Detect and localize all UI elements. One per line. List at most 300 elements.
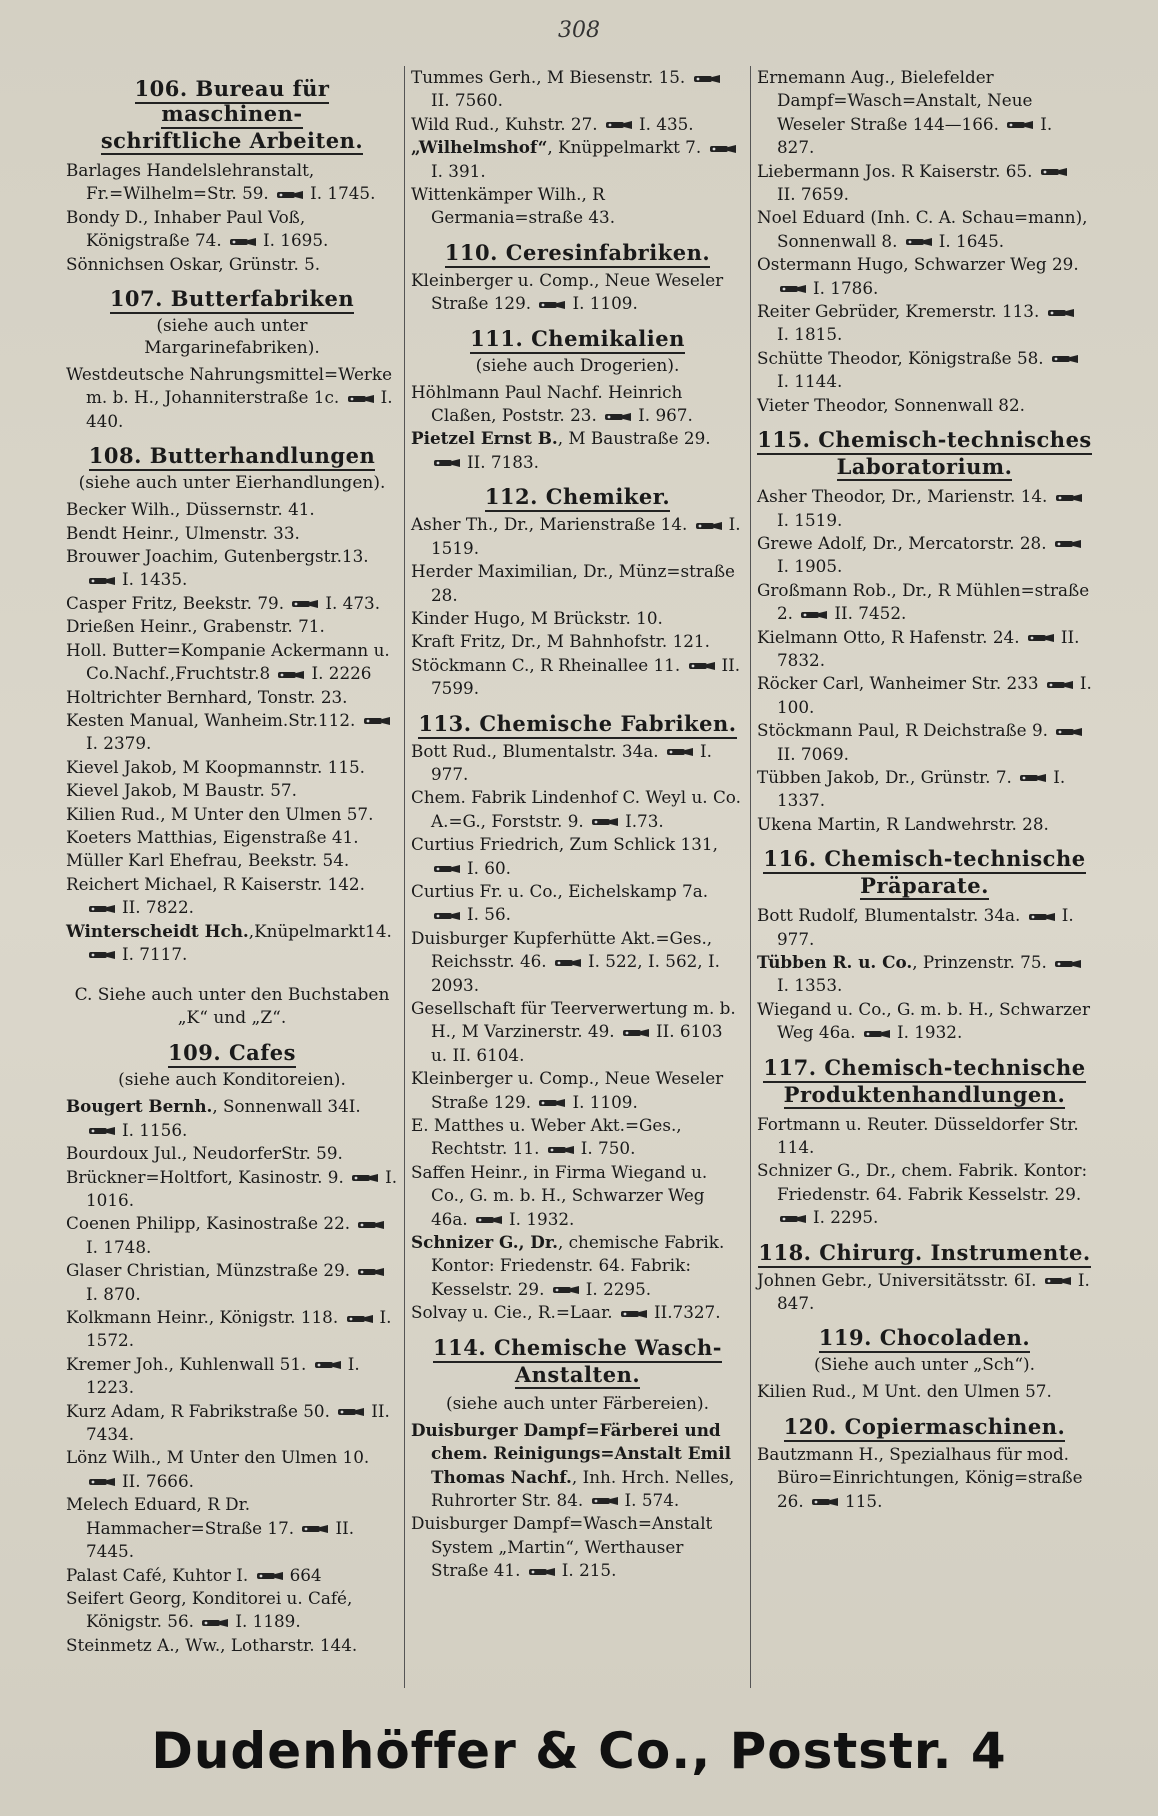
entry-text: Reichert Michael, R Kaiserstr. 142. [66, 873, 365, 894]
section-title-continued: Anstalten. [514, 1361, 641, 1387]
entry-text: Kievel Jakob, M Baustr. 57. [66, 780, 297, 801]
telephone-icon [604, 412, 634, 422]
entry-text: Brouwer Joachim, Gutenbergstr.13. [66, 546, 369, 567]
entry-text: „Wilhelmshof“, Knüppelmarkt 7. [411, 137, 702, 158]
phone-number: II. 7659. [777, 184, 849, 205]
entry-text: Vieter Theodor, Sonnenwall 82. [757, 394, 1025, 415]
directory-entry [411, 997, 744, 1067]
telephone-icon [591, 817, 621, 827]
section-title: 107. Butterfabriken [110, 286, 354, 314]
telephone-icon [88, 904, 118, 914]
phone-number: II. 7822. [122, 897, 194, 918]
telephone-icon [276, 190, 306, 200]
entry-text: Saffen Heinr., in Firma Wiegand u. Co., G. m. b. H., Schwarzer Weg 46a. [411, 1161, 708, 1229]
directory-entry [411, 560, 744, 607]
section-heading [411, 484, 744, 509]
entry-text: Noel Eduard (Inh. C. A. Schau=mann), Sonnenwall 8. [757, 207, 1088, 251]
telephone-icon [863, 1029, 893, 1039]
directory-entry [757, 253, 1092, 300]
directory-entry [757, 1113, 1092, 1160]
phone-number: I. 1156. [122, 1119, 188, 1140]
telephone-icon [357, 1267, 387, 1277]
directory-entry [411, 1067, 744, 1114]
directory-entry [411, 1512, 744, 1582]
entry-text: Grewe Adolf, Dr., Mercatorstr. 28. [757, 532, 1047, 553]
phone-number: II. 7445. [86, 1517, 355, 1562]
telephone-icon [709, 144, 739, 154]
entry-text: Tummes Gerh., M Biesenstr. 15. [411, 67, 686, 87]
entry-text: Duisburger Dampf=Färberei und chem. Reinigungs=Anstalt Emil Thomas Nachf., Inh. Hrch. Nelles, Ruhrorter Str. 84. [411, 1419, 735, 1510]
telephone-icon [201, 1618, 231, 1628]
entry-text: Curtius Fr. u. Co., Eichelskamp 7a. [411, 880, 709, 901]
directory-entry [66, 1493, 398, 1563]
entry-text: Kinder Hugo, M Brückstr. 10. [411, 607, 663, 628]
phone-number: I. 1519. [431, 514, 741, 558]
telephone-icon [1006, 120, 1036, 130]
directory-entry [757, 1269, 1092, 1316]
phone-number: I. 977. [431, 740, 712, 784]
directory-entry [66, 522, 398, 545]
directory-entry [411, 1419, 744, 1513]
entry-text: Steinmetz A., Ww., Lotharstr. 144. [66, 1634, 358, 1655]
phone-number: I. 1786. [813, 277, 879, 298]
telephone-icon [1047, 308, 1077, 318]
entry-text: Wittenkämper Wilh., R Germania=straße 43. [411, 184, 616, 228]
directory-section [66, 76, 398, 276]
phone-number: I. 1748. [86, 1236, 152, 1257]
section-title: 113. Chemische Fabriken. [418, 711, 736, 739]
phone-number: I. 100. [777, 673, 1092, 717]
directory-entry [757, 1159, 1092, 1229]
phone-number: I. 391. [431, 160, 486, 181]
entry-text: Asher Th., Dr., Marienstraße 14. [411, 514, 688, 535]
directory-entry [66, 920, 398, 967]
phone-number: II. 7434. [86, 1400, 390, 1445]
entry-name-bold: Tübben R. u. Co. [757, 952, 913, 972]
entry-name-bold: Duisburger Dampf=Färberei und chem. Reinigungs=Anstalt Emil Thomas Nachf. [411, 1419, 732, 1487]
phone-number: I. 1144. [777, 371, 843, 392]
directory-entry [757, 66, 1092, 160]
directory-section [411, 1335, 744, 1583]
phone-number: I. 2295. [585, 1278, 652, 1299]
entry-name-bold: „Wilhelmshof“ [411, 137, 548, 158]
phone-number: II. 7069. [777, 743, 849, 764]
telephone-icon [538, 300, 568, 310]
entry-text: Schütte Theodor, Königstraße 58. [757, 347, 1044, 368]
entry-text: Drießen Heinr., Grabenstr. 71. [66, 616, 325, 637]
phone-number: I. 1519. [777, 509, 843, 530]
phone-number: II. 7832. [777, 626, 1080, 670]
directory-section [411, 484, 744, 700]
section-note: (Siehe auch unter „Sch“). [813, 1355, 1036, 1376]
entry-text: E. Matthes u. Weber Akt.=Ges., Rechtstr. 11. [411, 1115, 682, 1159]
columns-container [60, 66, 1098, 1688]
phone-number: I. 870. [86, 1283, 141, 1304]
page-number: 308 [558, 18, 600, 43]
section-heading [66, 76, 398, 155]
section-title: 114. Chemische Wasch- [433, 1335, 722, 1363]
entry-text: Kleinberger u. Comp., Neue Weseler Straße 129. [411, 1068, 724, 1112]
directory-entry [66, 756, 398, 779]
entry-text: Schnizer G., Dr., chem. Fabrik. Kontor: Friedenstr. 64. Fabrik Kesselstr. 29. [757, 1160, 1088, 1204]
telephone-icon [433, 458, 463, 468]
phone-number: I. 1745. [310, 183, 376, 204]
telephone-icon [620, 1309, 650, 1319]
entry-text: Barlages Handelslehranstalt, Fr.=Wilhelm=Str. 59. [66, 160, 315, 204]
entry-text: Westdeutsche Nahrungsmittel=Werke m. b. H., Johanniterstraße 1c. [66, 364, 393, 408]
telephone-icon [693, 74, 723, 84]
directory-entry [757, 951, 1092, 998]
entry-text: Asher Theodor, Dr., Marienstr. 14. [757, 486, 1048, 507]
section-heading [757, 1325, 1092, 1350]
cross-reference-notice: C. Siehe auch unter den Buchstaben „K“ und „Z“. [74, 985, 390, 1029]
telephone-icon [363, 716, 393, 726]
phone-number: I. 7117. [122, 943, 188, 964]
directory-entry [411, 1114, 744, 1161]
phone-number: I. 1695. [263, 230, 329, 251]
telephone-icon [1019, 773, 1049, 783]
entry-name-bold: Winterscheidt Hch. [66, 920, 249, 941]
entry-text: Müller Karl Ehefrau, Beekstr. 54. [66, 850, 350, 871]
section-heading [66, 443, 398, 468]
section-note: (siehe auch unter Margarinefabriken). [144, 316, 320, 359]
entry-text: Becker Wilh., Düssernstr. 41. [66, 499, 315, 520]
entry-text: Johnen Gebr., Universitätsstr. 6I. [757, 1269, 1037, 1290]
directory-entry [411, 607, 744, 630]
entry-text: Kurz Adam, R Fabrikstraße 50. [66, 1400, 330, 1421]
directory-section [66, 443, 398, 966]
phone-number: I. 1016. [86, 1166, 398, 1210]
phone-number: I. 1645. [938, 230, 1005, 251]
section-note: (siehe auch Konditoreien). [118, 1070, 346, 1091]
section-heading [411, 711, 744, 736]
telephone-icon [346, 1314, 376, 1324]
directory-entry [66, 363, 398, 433]
entry-text: Glaser Christian, Münzstraße 29. [66, 1260, 351, 1281]
entry-text: Palast Café, Kuhtor I. [66, 1564, 249, 1585]
entry-text: Bott Rud., Blumentalstr. 34a. [411, 740, 659, 761]
telephone-icon [547, 1145, 577, 1155]
directory-entry [66, 1634, 398, 1657]
section-title: 108. Butterhandlungen [89, 443, 375, 471]
section-title: 115. Chemisch-technisches [757, 427, 1092, 455]
telephone-icon [605, 120, 635, 130]
phone-number: II. 7183. [467, 451, 539, 472]
entry-text: Höhlmann Paul Nachf. Heinrich Claßen, Poststr. 23. [411, 381, 683, 426]
phone-number: I. 60. [467, 857, 511, 878]
directory-entry [411, 513, 744, 560]
phone-number: I. 1932. [896, 1022, 963, 1043]
directory-entry [66, 826, 398, 849]
entry-text: Casper Fritz, Beekstr. 79. [66, 592, 285, 613]
telephone-icon [1040, 167, 1070, 177]
directory-entry [411, 183, 744, 230]
telephone-icon [905, 237, 935, 247]
directory-entry [66, 686, 398, 709]
phone-number: II. 7666. [122, 1470, 194, 1491]
phone-number: II. 7560. [431, 90, 503, 111]
section-title: 118. Chirurg. Instrumente. [758, 1240, 1090, 1268]
entry-text: Wild Rud., Kuhstr. 27. [411, 113, 598, 134]
directory-section [411, 326, 744, 475]
directory-entry [66, 206, 398, 253]
entry-text: Liebermann Jos. R Kaiserstr. 65. [757, 160, 1033, 181]
telephone-icon [229, 237, 259, 247]
phone-number: I. 473. [325, 592, 381, 613]
telephone-icon [1027, 633, 1057, 643]
entry-text: Kolkmann Heinr., Königstr. 118. [66, 1307, 339, 1328]
phone-number: II. 7452. [834, 603, 907, 624]
entry-text: Kraft Fritz, Dr., M Bahnhofstr. 121. [411, 631, 710, 652]
entry-text: Holl. Butter=Kompanie Ackermann u. Co.Nachf.,Fruchtstr.8 [66, 639, 390, 684]
directory-entry [411, 1231, 744, 1301]
section-title: 106. Bureau für maschinen- [135, 76, 330, 129]
phone-number: I. 1189. [235, 1611, 301, 1632]
section-title-continued: schriftliche Arbeiten. [100, 128, 364, 153]
entry-text: Ernemann Aug., Bielefelder Dampf=Wasch=Anstalt, Neue Weseler Straße 144—166. [757, 67, 1033, 134]
directory-entry [757, 347, 1092, 394]
directory-entry [411, 1161, 744, 1231]
entry-text: Solvay u. Cie., R.=Laar. [411, 1302, 613, 1323]
section-note: (siehe auch unter Färbereien). [445, 1393, 710, 1414]
directory-entry [66, 1564, 398, 1587]
entry-text: Duisburger Kupferhütte Akt.=Ges., Reichsstr. 46. [411, 927, 713, 972]
directory-entry [66, 709, 398, 756]
directory-section [757, 1240, 1092, 1316]
directory-entry [411, 381, 744, 428]
telephone-icon [800, 610, 830, 620]
section-heading [411, 1335, 744, 1389]
directory-section [411, 66, 744, 230]
section-title: 109. Cafes [168, 1040, 296, 1068]
directory-entry [411, 427, 744, 474]
telephone-icon [779, 1214, 809, 1224]
directory-entry [411, 630, 744, 653]
entry-text: Holtrichter Bernhard, Tonstr. 23. [66, 686, 348, 707]
phone-number: I. 827. [777, 113, 1053, 158]
telephone-icon [1054, 959, 1084, 969]
directory-entry [757, 206, 1092, 253]
entry-text: Schnizer G., Dr., chemische Fabrik. Kontor: Friedenstr. 64. Fabrik: Kesselstr. 29. [411, 1232, 725, 1299]
entry-text: Pietzel Ernst B., M Baustraße 29. [411, 428, 711, 449]
directory-section [66, 984, 398, 1030]
entry-text: Bougert Bernh., Sonnenwall 34I. [66, 1096, 361, 1117]
telephone-icon [811, 1497, 841, 1507]
telephone-icon [337, 1407, 367, 1417]
telephone-icon [433, 864, 463, 874]
telephone-icon [301, 1524, 331, 1534]
phone-number: I. 1109. [572, 1091, 638, 1112]
telephone-icon [538, 1098, 568, 1108]
entry-text: Fortmann u. Reuter. Düsseldorfer Str. 114. [757, 1113, 1079, 1158]
section-heading [757, 1414, 1092, 1439]
directory-entry [757, 579, 1092, 626]
directory-entry [757, 904, 1092, 951]
directory-entry [66, 779, 398, 802]
directory-entry [66, 545, 398, 592]
directory-entry [757, 1380, 1092, 1403]
directory-entry [66, 1400, 398, 1447]
directory-section [411, 240, 744, 316]
phone-number: I. 522, I. 562, I. 2093. [431, 951, 720, 995]
entry-text: Kesten Manual, Wanheim.Str.112. [66, 709, 356, 730]
telephone-icon [779, 284, 809, 294]
telephone-icon [256, 1571, 286, 1581]
entry-text: Großmann Rob., Dr., R Mühlen=straße 2. [757, 579, 1090, 624]
phone-number: I. 750. [580, 1138, 636, 1159]
directory-entry [411, 269, 744, 316]
entry-text: Duisburger Dampf=Wasch=Anstalt System „Martin“, Werthauser Straße 41. [411, 1513, 713, 1581]
footer-advertisement: Dudenhöffer & Co., Poststr. 4 [151, 1722, 1007, 1780]
section-heading [757, 1240, 1092, 1265]
directory-entry [66, 615, 398, 638]
entry-text: Reiter Gebrüder, Kremerstr. 113. [757, 301, 1040, 322]
directory-entry [757, 485, 1092, 532]
directory-entry [66, 253, 398, 276]
phone-number: I. 574. [624, 1489, 680, 1510]
column-2 [405, 66, 751, 1688]
entry-text: Bendt Heinr., Ulmenstr. 33. [66, 522, 300, 543]
phone-number: I. 1905. [777, 556, 843, 577]
directory-entry [411, 833, 744, 880]
directory-entry [757, 1443, 1092, 1513]
directory-section [757, 1325, 1092, 1403]
entry-text: Ostermann Hugo, Schwarzer Weg 29. [757, 254, 1079, 275]
directory-entry [66, 873, 398, 920]
entry-text: Sönnichsen Oskar, Grünstr. 5. [66, 253, 321, 274]
directory-entry [66, 849, 398, 872]
directory-entry [411, 880, 744, 927]
column-3 [751, 66, 1098, 1688]
directory-entry [757, 532, 1092, 579]
telephone-icon [347, 394, 377, 404]
telephone-icon [688, 661, 718, 671]
section-heading [757, 846, 1092, 900]
section-heading [757, 1055, 1092, 1109]
section-heading [757, 427, 1092, 481]
phone-number: I. 2379. [86, 733, 152, 754]
entry-text: Brückner=Holtfort, Kasinostr. 9. [66, 1166, 344, 1187]
directory-entry [757, 813, 1092, 836]
entry-text: Kilien Rud., M Unt. den Ulmen 57. [757, 1381, 1052, 1402]
entry-text: Seifert Georg, Konditorei u. Café, Königstr. 56. [66, 1587, 353, 1632]
directory-entry [66, 803, 398, 826]
section-heading [411, 240, 744, 265]
entry-text: Bondy D., Inhaber Paul Voß, Königstraße 74. [66, 206, 306, 251]
entry-text: Stöckmann Paul, R Deichstraße 9. [757, 720, 1048, 741]
entry-text: Stöckmann C., R Rheinallee 11. [411, 654, 681, 675]
telephone-icon [622, 1028, 652, 1038]
entry-name-bold: Schnizer G., Dr. [411, 1232, 558, 1253]
entry-name-bold: Bougert Bernh. [66, 1096, 213, 1117]
entry-text: Coenen Philipp, Kasinostraße 22. [66, 1213, 351, 1234]
directory-entry [66, 1353, 398, 1400]
directory-entry [66, 1587, 398, 1634]
entry-text: Lönz Wilh., M Unter den Ulmen 10. [66, 1447, 370, 1468]
entry-text: Gesellschaft für Teerverwertung m. b. H., M Varzinerstr. 49. [411, 998, 736, 1042]
directory-entry [411, 927, 744, 997]
section-title: 119. Chocoladen. [819, 1325, 1030, 1353]
phone-number: I.73. [625, 810, 664, 831]
directory-entry [66, 159, 398, 206]
phone-number: I. 1353. [777, 975, 843, 996]
entry-text: Bautzmann H., Spezialhaus für mod. Büro=Einrichtungen, König=straße 26. [757, 1443, 1083, 1511]
directory-section [757, 1414, 1092, 1513]
telephone-icon [1028, 912, 1058, 922]
entry-text: Winterscheidt Hch.,Knüpelmarkt14. [66, 920, 392, 941]
directory-entry [411, 740, 744, 787]
phone-number: II. 6103 u. II. 6104. [431, 1021, 723, 1065]
entry-text: Herder Maximilian, Dr., Münz=straße 28. [411, 561, 735, 605]
directory-section [66, 1040, 398, 1657]
entry-text: Tübben Jakob, Dr., Grünstr. 7. [757, 766, 1012, 787]
section-title: 111. Chemikalien [470, 326, 685, 354]
phone-number: I. 1109. [572, 293, 638, 314]
section-heading [66, 1040, 398, 1065]
directory-entry [66, 1166, 398, 1213]
section-note: (siehe auch Drogerien). [475, 355, 680, 376]
directory-section [757, 427, 1092, 836]
section-title: 112. Chemiker. [485, 484, 670, 512]
phone-number: I. 1815. [777, 324, 843, 345]
directory-entry [757, 672, 1092, 719]
directory-entry [411, 654, 744, 701]
telephone-icon [88, 576, 118, 586]
directory-entry [411, 66, 744, 113]
telephone-icon [1054, 539, 1084, 549]
directory-section [757, 1055, 1092, 1230]
section-title: 116. Chemisch-technische [763, 846, 1085, 874]
telephone-icon [314, 1360, 344, 1370]
telephone-icon [433, 911, 463, 921]
phone-number: I. 1223. [86, 1353, 360, 1398]
telephone-icon [1055, 727, 1085, 737]
phone-number: 115. [845, 1490, 883, 1511]
entry-name-bold: Pietzel Ernst B. [411, 428, 558, 449]
phone-number: I. 1932. [509, 1208, 575, 1229]
entry-text: Curtius Friedrich, Zum Schlick 131, [411, 834, 718, 855]
phone-number: I. 1435. [122, 569, 188, 590]
section-title: 120. Copiermaschinen. [784, 1414, 1066, 1442]
section-title: 110. Ceresinfabriken. [445, 240, 710, 268]
directory-entry [411, 136, 744, 183]
directory-entry [757, 300, 1092, 347]
phone-number: I. 1572. [86, 1307, 392, 1351]
phone-number: II.7327. [653, 1302, 721, 1323]
phone-number: I. 1337. [777, 766, 1066, 811]
telephone-icon [666, 747, 696, 757]
directory-section [757, 66, 1092, 417]
directory-entry [66, 1259, 398, 1306]
telephone-icon [291, 599, 321, 609]
directory-entry [757, 719, 1092, 766]
directory-entry [66, 592, 398, 615]
telephone-icon [528, 1567, 558, 1577]
telephone-icon [552, 1285, 582, 1295]
section-title-continued: Laboratorium. [836, 454, 1013, 480]
telephone-icon [591, 1496, 621, 1506]
telephone-icon [1046, 680, 1076, 690]
phone-number: II. 7599. [431, 654, 741, 699]
phone-number: I. 2226 [311, 663, 372, 684]
column-1 [60, 66, 405, 1688]
entry-text: Kilien Rud., M Unter den Ulmen 57. [66, 803, 374, 824]
telephone-icon [554, 958, 584, 968]
directory-entry [757, 394, 1092, 417]
directory-entry [757, 998, 1092, 1045]
phone-number: I. 435. [638, 113, 694, 134]
phone-number: I. 56. [467, 904, 511, 925]
